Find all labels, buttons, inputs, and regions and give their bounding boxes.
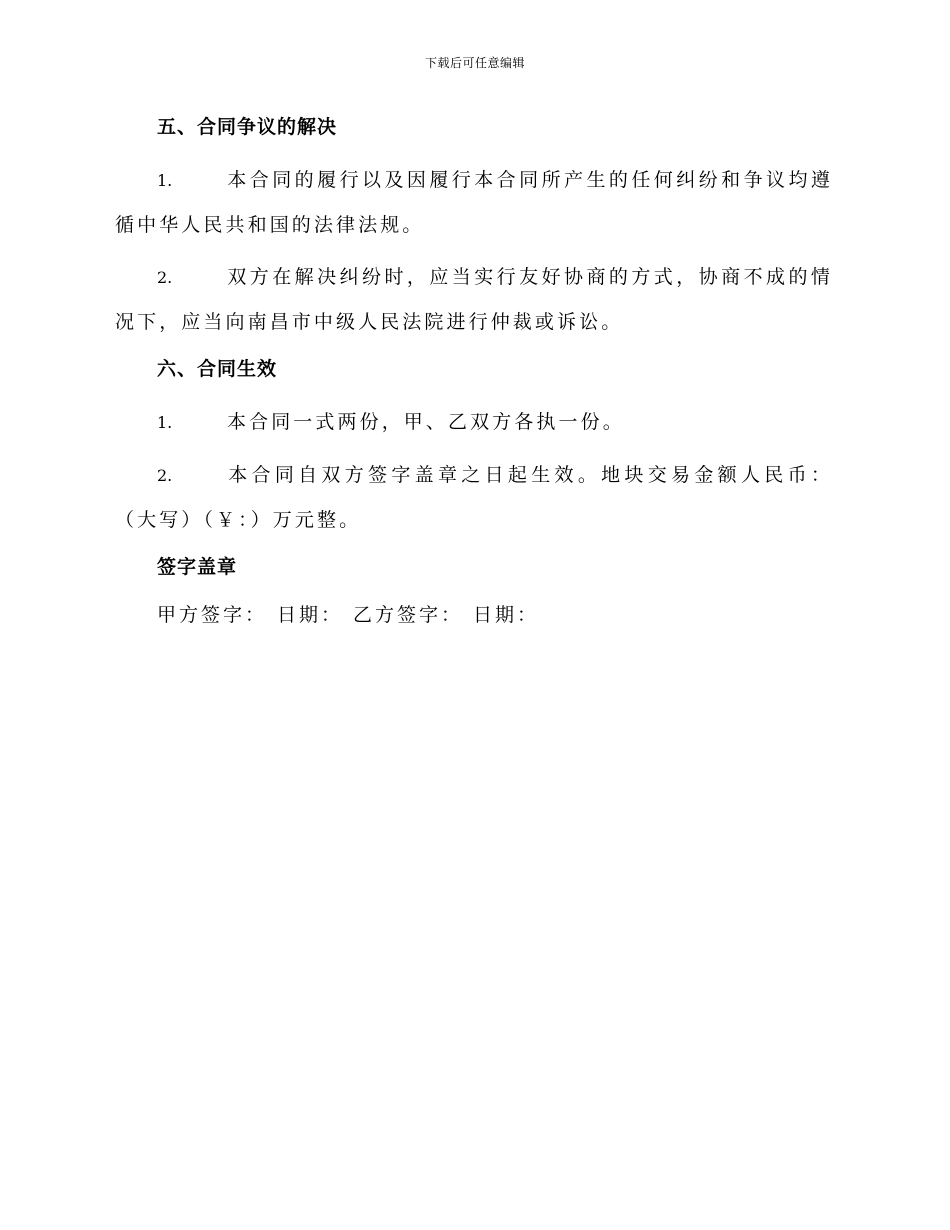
document-body (115, 110, 833, 632)
signature-heading: 签字盖章 (157, 556, 238, 578)
party-a-sign-label: 甲方签字： (157, 604, 268, 626)
clause-text: 双方在解决纠纷时，应当实行友好协商的方式，协商不成的情况下，应当向南昌市中级人民法院进行仲裁或诉讼。 (115, 266, 833, 333)
clause-6-1 (115, 400, 833, 445)
clause-text: 本合同的履行以及因履行本合同所产生的任何纠纷和争议均遵循中华人民共和国的法律法规。 (115, 169, 833, 236)
signature-line (115, 598, 833, 632)
clause-5-2 (115, 255, 833, 344)
party-a-date-label: 日期： (277, 604, 344, 626)
section-heading-effect: 六、合同生效 (157, 358, 278, 380)
clause-number: 2. (157, 268, 173, 287)
clause-6-2 (115, 453, 833, 542)
clause-number: 1. (157, 171, 173, 190)
party-b-date-label: 日期： (473, 604, 540, 626)
clause-number: 2. (157, 466, 173, 485)
section-heading-dispute: 五、合同争议的解决 (157, 116, 338, 138)
party-b-sign-label: 乙方签字： (353, 604, 464, 626)
clause-text: 本合同一式两份，甲、乙双方各执一份。 (227, 411, 625, 433)
clause-5-1 (115, 158, 833, 247)
header-note: 下载后可任意编辑 (424, 56, 525, 70)
clause-number: 1. (157, 413, 173, 432)
clause-text: 本合同自双方签字盖章之日起生效。地块交易金额人民币：（大写）（￥：）万元整。 (115, 464, 833, 531)
